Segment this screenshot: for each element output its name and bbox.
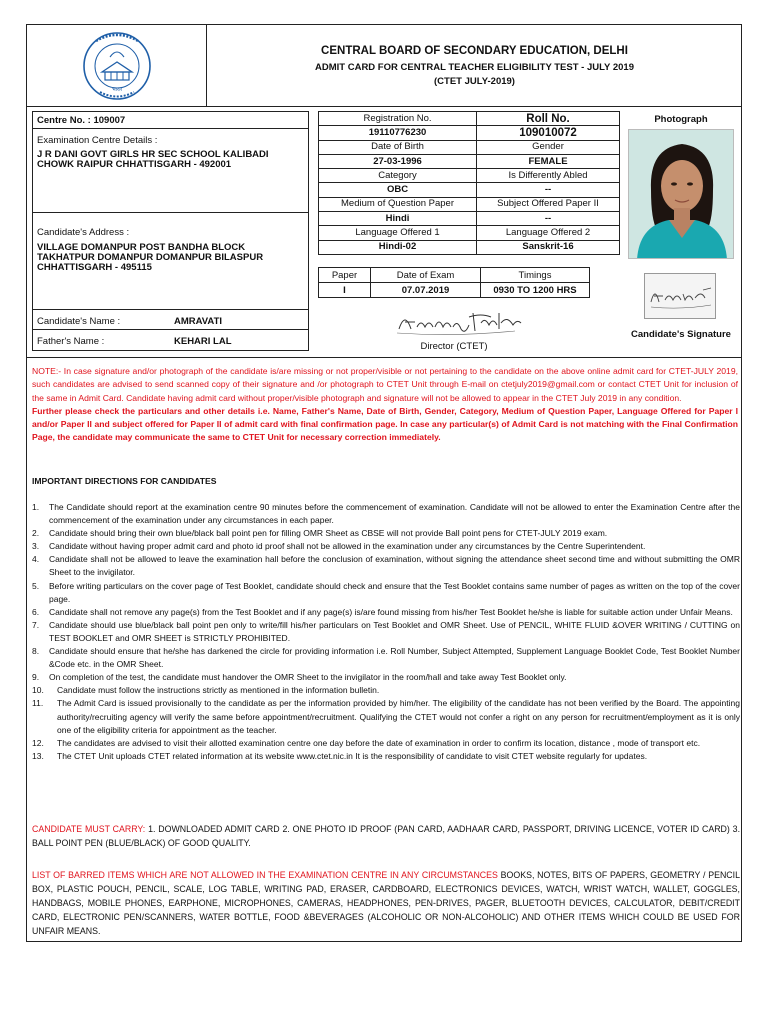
director-signature-icon — [395, 305, 525, 339]
direction-text: Before writing particulars on the cover page of Test Booklet, candidate should check and ensure that the Test Booklet contains same number of pages as written on the top of the cover page. — [49, 580, 740, 604]
direction-num: 11. — [32, 698, 44, 709]
photo-block — [620, 111, 742, 355]
timings-label: Timings — [481, 268, 590, 283]
direction-item — [32, 527, 740, 540]
roll-no-label: Roll No. — [477, 112, 620, 126]
centre-details-label: Examination Centre Details : — [37, 135, 158, 146]
directions-list — [32, 501, 740, 763]
direction-item — [32, 580, 740, 606]
board-title: CENTRAL BOARD OF SECONDARY EDUCATION, DELHI — [321, 45, 628, 57]
category-label: Category — [319, 169, 477, 183]
centre-address-line1: J R DANI GOVT GIRLS HR SEC SCHOOL KALIBADI — [37, 149, 269, 160]
candidate-name-row — [33, 310, 308, 330]
must-carry-section — [32, 822, 740, 850]
candidate-photo — [628, 129, 734, 259]
father-name: KEHARI LAL — [174, 336, 232, 347]
direction-text: Candidate should use blue/black ball point pen only to write/fill his/her particulars on Test Booklet and OMR Sheet. Use of PENCIL, WHITE FLUID &OVER WRITING / CUTTING on TEST BOOKLET and OMR SHEET is STRICTLY PROHIBITED. — [49, 619, 740, 643]
direction-item — [32, 540, 740, 553]
direction-item — [32, 606, 740, 619]
direction-num: 4. — [32, 554, 40, 565]
exam-date-label: Date of Exam — [371, 268, 481, 283]
lang1: Hindi-02 — [319, 240, 477, 254]
candidate-name: AMRAVATI — [174, 316, 223, 327]
father-name-label: Father's Name : — [37, 336, 105, 347]
roll-no: 109010072 — [477, 126, 620, 140]
exam-title: (CTET JULY-2019) — [434, 76, 515, 87]
disabled: -- — [477, 183, 620, 197]
dob: 27-03-1996 — [319, 154, 477, 168]
direction-num: 6. — [32, 606, 40, 617]
note-para2: Further please check the particulars and other details i.e. Name, Father's Name, Date of Birth, Gender, Category, Medium of Question Paper, Language Offered for Paper I and/or Paper II and subject offered for Paper II of admit card with final confirmation page. In case any particular(s) of Admit Card is not matching with the Final Confirmation Page, the candidate may communicate the same to CTET Unit for necessary correction immediately. — [32, 405, 738, 443]
must-carry-label: CANDIDATE MUST CARRY: — [32, 824, 146, 834]
reg-no: 19110776230 — [319, 126, 477, 140]
direction-text: Candidate shall not be allowed to leave the examination hall before the conclusion of examination, without signing the attendance sheet second time and without submitting the OMR Sheet to the invigilator. — [49, 554, 740, 578]
timings: 0930 TO 1200 HRS — [481, 283, 590, 298]
candidate-address-line3: CHHATTISGARH - 495115 — [37, 262, 152, 273]
direction-item — [32, 645, 740, 671]
direction-num: 10. — [32, 685, 44, 696]
direction-item — [32, 501, 740, 527]
candidate-address-line1: VILLAGE DOMANPUR POST BANDHA BLOCK — [37, 242, 246, 253]
barred-items-text: BOOKS, NOTES, BITS OF PAPERS, GEOMETRY / PENCIL BOX, PLASTIC POUCH, PENCIL, SCALE, LOG TABLE, WRITING PAD, ERASER, CARDBOARD, ELECTRONICS DEVICES, WATCH, WRIST WATCH, WALLET, GOGGLES, HANDBAGS, MOBILE PHONES, EARPHONE, MICROPHONES, CAMERAS, HEADPHONES, PEN-DRIVES, PAGER, BLUETOOTH DEVICES, CALCULATOR, DEBIT/CREDIT CARD, ELECTRONIC PEN/SCANNERS, WATER BOTTLE, FOOD &BEVERAGES (ALCOHOLIC OR NON-ALCOHOLIC) AND OTHER ITEMS WHICH COULD BE USED FOR UNFAIR MEANS. — [32, 870, 740, 936]
candidate-details-table — [318, 111, 620, 255]
exam-date: 07.07.2019 — [371, 283, 481, 298]
direction-item — [32, 737, 740, 750]
direction-item — [32, 697, 740, 736]
direction-text: The CTET Unit uploads CTET related information at its website www.ctet.nic.in It is the responsibility of candidate to visit CTET website regularly for updates. — [57, 750, 648, 761]
logo-cell — [27, 25, 207, 107]
card-header — [27, 25, 741, 107]
candidate-address-label: Candidate's Address : — [37, 227, 130, 238]
direction-num: 13. — [32, 750, 44, 761]
lang2: Sanskrit-16 — [477, 240, 620, 254]
barred-items-label: LIST OF BARRED ITEMS WHICH ARE NOT ALLOWED IN THE EXAMINATION CENTRE IN ANY CIRCUMSTANCES — [32, 870, 498, 880]
direction-text: On completion of the test, the candidate must handover the OMR Sheet to the invigilator in the room/hall and take away Test Booklet only. — [49, 672, 567, 683]
direction-text: The candidates are advised to visit their allotted examination centre one day before the date of examination in order to confirm its location, distance , mode of transport etc. — [57, 737, 701, 748]
direction-text: Candidate should ensure that he/she has darkened the circle for providing information i.e. Roll Number, Subject Attempted, Supplement Language Booklet Code, Test Booklet Number &Code etc. in the OMR Sheet. — [49, 646, 740, 670]
direction-item — [32, 619, 740, 645]
direction-text: Candidate without having proper admit card and photo id proof shall not be allowed in the examination under any circumstances by the Centre Superintendent. — [49, 541, 646, 552]
barred-items-section — [32, 868, 740, 938]
direction-item — [32, 750, 740, 763]
candidate-address-line2: TAKHATPUR DOMANPUR DOMANPUR BILASPUR — [37, 252, 264, 263]
direction-text: Candidate must follow the instructions strictly as mentioned in the information bulletin. — [57, 685, 380, 696]
cbse-logo-icon — [52, 29, 182, 103]
directions-title: IMPORTANT DIRECTIONS FOR CANDIDATES — [32, 476, 217, 486]
note-para1: NOTE:- In case signature and/or photograph of the candidate is/are missing or not proper/visible or not pertaining to the candidate on the above online admit card for CTET-JULY 2019, such candidates are advised to send scanned copy of their signature and /or photograph to CTET Unit through E-mail on ctetjuly2019@gmail.com or contact CTET Unit for inclusion of the same in Admit Card. Candidate having admit card without proper/visible photograph and signature will not be allowed to appear in the CTET July 2019 in any condition. — [32, 366, 738, 403]
subject: -- — [477, 212, 620, 226]
direction-num: 1. — [32, 502, 40, 512]
direction-num: 2. — [32, 528, 40, 539]
candidate-signature-label: Candidate's Signature — [631, 329, 731, 340]
centre-address-line2: CHOWK RAIPUR CHHATTISGARH - 492001 — [37, 159, 232, 170]
medium-label: Medium of Question Paper — [319, 197, 477, 211]
gender-label: Gender — [477, 140, 620, 154]
logo-caption: भारत — [112, 87, 122, 93]
candidate-signature-icon — [645, 274, 717, 320]
direction-num: 3. — [32, 541, 40, 552]
centre-no-row — [33, 112, 308, 129]
centre-candidate-block — [32, 111, 309, 351]
photo-label: Photograph — [654, 114, 708, 125]
card-title: ADMIT CARD FOR CENTRAL TEACHER ELIGIBILITY TEST - JULY 2019 — [315, 62, 634, 73]
candidate-name-label: Candidate's Name : — [37, 316, 121, 327]
direction-num: 7. — [32, 619, 40, 630]
direction-num: 8. — [32, 646, 40, 657]
paper-label: Paper — [319, 268, 371, 283]
direction-num: 9. — [32, 672, 40, 683]
disabled-label: Is Differently Abled — [477, 169, 620, 183]
centre-no: Centre No. : 109007 — [37, 115, 126, 126]
lang2-label: Language Offered 2 — [477, 226, 620, 240]
gender: FEMALE — [477, 154, 620, 168]
separator — [27, 357, 741, 358]
note-section — [32, 365, 738, 445]
subject-label: Subject Offered Paper II — [477, 197, 620, 211]
direction-item — [32, 684, 740, 697]
lang1-label: Language Offered 1 — [319, 226, 477, 240]
candidate-signature-box — [644, 273, 716, 319]
director-label: Director (CTET) — [420, 341, 488, 352]
must-carry-text: 1. DOWNLOADED ADMIT CARD 2. ONE PHOTO ID PROOF (PAN CARD, AADHAAR CARD, PASSPORT, DRIVING LICENCE, VOTER ID CARD) 3. BALL POINT PEN (BLUE/BLACK) OF GOOD QUALITY. — [32, 824, 741, 848]
paper-table — [318, 267, 590, 298]
paper-no: I — [319, 283, 371, 298]
direction-text: The Admit Card is issued provisionally to the candidate as per the information provided by him/her. The eligibility of the candidate has not been verified by the Board. The appointing authority/recruiting agency will verify the same before appointment/recruitment. Qualifying the CTET would not confer a right on any person for recruitment/employment as it is only one of the eligibility criteria for appointment as the teacher. — [57, 698, 740, 735]
direction-item — [32, 671, 740, 684]
father-name-row — [33, 330, 308, 350]
direction-num: 5. — [32, 580, 40, 591]
admit-card — [26, 24, 742, 942]
direction-num: 12. — [32, 737, 44, 748]
dob-label: Date of Birth — [319, 140, 477, 154]
direction-text: The Candidate should report at the examination centre 90 minutes before the commencement of examination. Candidate will not be allowed to enter the Examination Centre after the commencement of the examination under any circumstances in each paper. — [49, 502, 740, 526]
category: OBC — [319, 183, 477, 197]
centre-details-row — [33, 129, 308, 213]
candidate-address-row — [33, 213, 308, 310]
candidate-photo-icon — [629, 130, 734, 259]
direction-item — [32, 553, 740, 579]
direction-text: Candidate shall not remove any page(s) from the Test Booklet and if any page(s) is/are found missing from his/her Test Booklet he/she is liable for suitable action under Unfair Means. — [49, 606, 733, 617]
medium: Hindi — [319, 212, 477, 226]
direction-text: Candidate should bring their own blue/black ball point pen for filling OMR Sheet as CBSE will not provide Ball point pens for CTET-JULY 2019 exam. — [49, 528, 608, 539]
reg-no-label: Registration No. — [319, 112, 477, 126]
